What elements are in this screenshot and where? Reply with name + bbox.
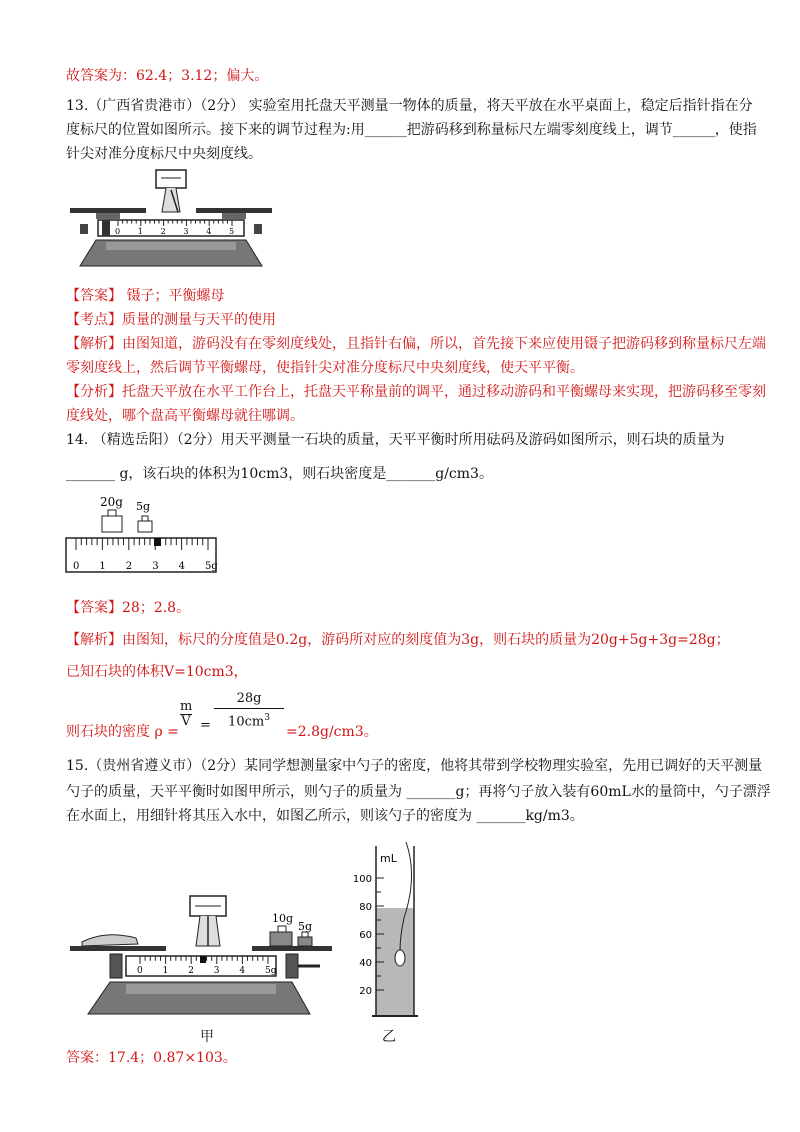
fig13-scale-tick-label: 2 [160,227,166,236]
figure-q15-balance [66,894,336,1026]
formula-denominator [214,709,284,731]
q15-text-2: 勺子的质量，天平平衡时如图甲所示，则勺子的质量为 _______g；再将勺子放入装有60mL水的量筒中，勺子漂浮 [66,784,771,800]
q13-explain-2: 度线处，哪个盘高平衡螺母就往哪调。 [66,408,304,424]
cylinder-unit: mL [380,852,397,865]
cylinder-tick-label: 40 [359,958,372,969]
fig15a-scale-tick-label: 3 [213,966,220,976]
q13-explain-1: 【分析】托盘天平放在水平工作台上，托盘天平称量前的调平，通过移动游码和平衡螺母来实现，把游码移至零刻 [66,384,766,400]
q14-text-1: 14. （精选岳阳）（2分）用天平测量一石块的质量，天平平衡时所用砝码及游码如图所示，则石块的质量为 [66,432,725,448]
formula-m: m [180,699,193,714]
weight-label-10g: 10g [272,912,294,925]
cylinder-tick-label: 60 [359,930,372,941]
q13-analysis-1: 【解析】由图知道，游码没有在零刻度线处，且指针右偏，所以，首先接下来应使用镊子把游码移到称量标尺左端 [66,336,766,352]
q15-text-1: 15.（贵州省遵义市）（2分）某同学想测量家中勺子的密度，他将其带到学校物理实验室，先用已调好的天平测量 [66,758,763,774]
fig13-scale-tick-label: 0 [115,227,121,236]
figure-q13-balance [66,168,276,274]
q13-text-3: 针尖对准分度标尺中央刻度线。 [66,146,262,162]
formula-fraction [214,690,284,731]
q13-analysis-2: 零刻度线上，然后调节平衡螺母，使指针尖对准分度标尺中央刻度线，使天平平衡。 [66,360,584,376]
fig15a-scale-tick-label: 4 [239,966,246,976]
q14-density-result: =2.8g/cm3。 [286,724,378,740]
fig15a-scale-tick-label: 0 [137,966,143,976]
figure-q14-weights-scale [62,492,222,576]
q13-text-1: 13.（广西省贵港市）（2分） 实验室用托盘天平测量一物体的质量，将天平放在水平桌面上，稳定后指针指在分 [66,98,753,114]
cylinder-tick-label: 20 [359,986,372,997]
weight-label-5g-b: 5g [298,920,313,933]
caption-jia: 甲 [200,1029,214,1045]
formula-v: V [181,714,191,729]
fig13-scale-tick-label: 5 [229,227,235,236]
fig15a-scale-tick-label: 2 [188,966,194,976]
weight-label-5g: 5g [136,500,151,513]
fig13-scale-tick-label: 1 [137,227,143,236]
rider-marker [154,538,161,546]
caption-yi: 乙 [382,1029,396,1045]
q14-analysis-2: 已知石块的体积V=10cm3， [66,664,248,680]
fig14-scale-tick-label: 5g [205,561,218,572]
q14-text-2: _______ g，该石块的体积为10cm3，则石块密度是_______g/cm3。 [66,466,493,482]
figure-q15-cylinder [350,836,420,1024]
q15-text-3: 在水面上，用细针将其压入水中，如图乙所示，则该勺子的密度为 _______kg/m3。 [66,808,584,824]
fig14-scale-tick-label: 1 [99,561,106,572]
rider-marker-b [200,956,206,963]
fig15a-scale-tick-label: 1 [162,966,169,976]
fig14-scale-tick-label: 0 [73,561,80,572]
q15-answer: 答案：17.4；0.87×103。 [66,1050,237,1066]
formula-m-over-v [180,700,192,729]
answer-q12: 故答案为：62.4；3.12；偏大。 [66,68,269,84]
formula-equals: = [200,718,211,733]
fig14-scale-tick-label: 3 [152,561,159,572]
cylinder-tick-label: 80 [359,902,372,913]
fig14-scale-tick-label: 4 [178,561,185,572]
q13-answer: 【答案】 镊子；平衡螺母 [66,288,225,304]
formula-den-text: 10cm [228,714,265,730]
fig13-scale-tick-label: 3 [183,227,189,236]
q14-analysis-1: 【解析】由图知，标尺的分度值是0.2g，游码所对应的刻度值为3g，则石块的质量为20g+5g+3g=28g； [66,632,730,648]
fig14-scale-tick-label: 2 [125,561,133,572]
fig15a-scale-tick-label: 5g [265,966,277,976]
q13-topic: 【考点】质量的测量与天平的使用 [66,312,276,328]
cylinder-tick-label: 100 [352,874,372,885]
q14-answer: 【答案】28；2.8。 [66,600,191,616]
formula-numerator: 28g [214,690,284,709]
formula-den-exp: 3 [264,713,270,723]
q14-density-label: 则石块的密度 ρ = [66,724,179,740]
q13-text-2: 度标尺的位置如图所示。接下来的调节过程为:用______把游码移到称量标尺左端零刻度线上，调节______，使指 [66,122,757,138]
weight-label-20g: 20g [100,495,123,509]
fig13-scale-tick-label: 4 [206,227,212,236]
